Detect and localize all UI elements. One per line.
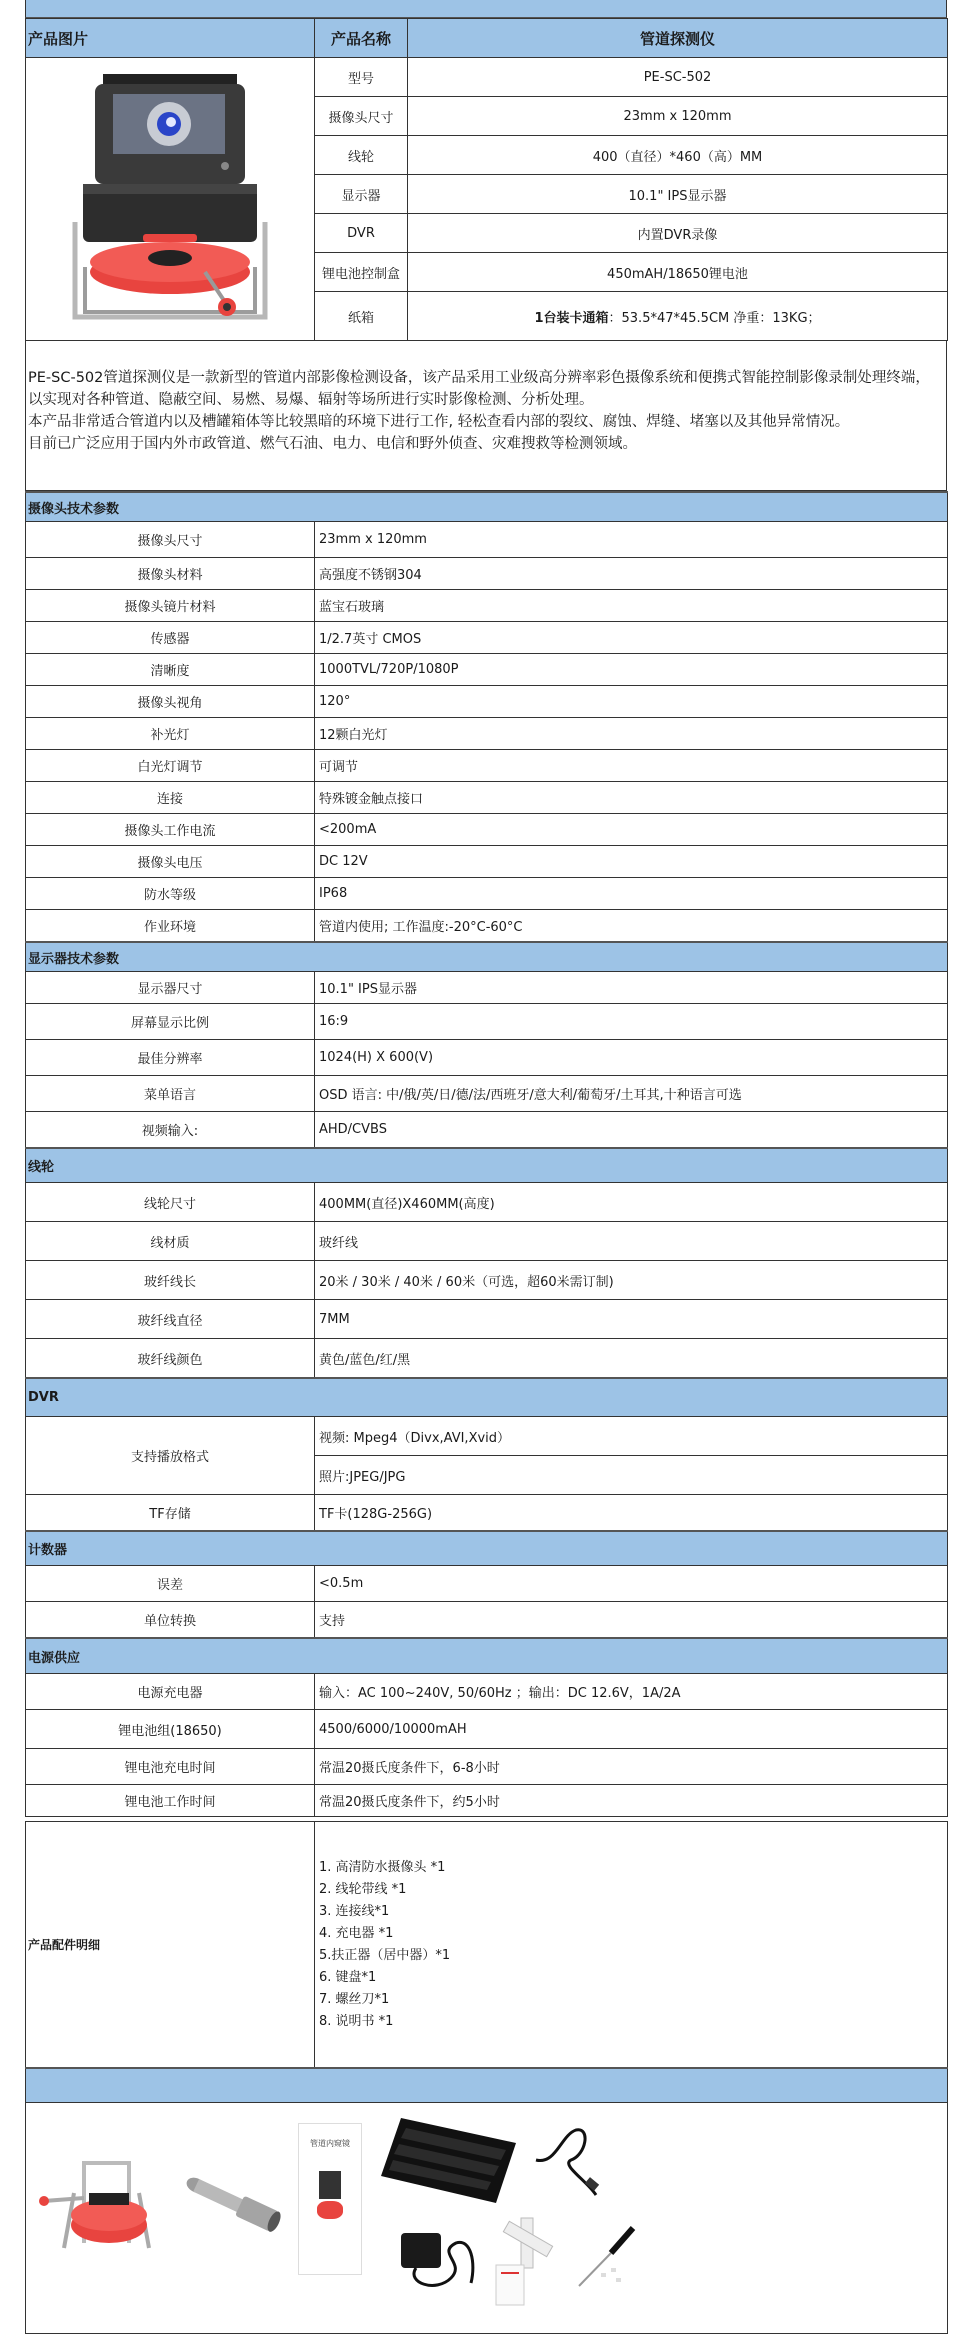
overview-value: 10.1" IPS显示器 [408, 175, 948, 214]
header-product-title: 管道探测仪 [408, 19, 948, 58]
spec-row [26, 1004, 948, 1040]
spec-key: 锂电池工作时间 [26, 1785, 315, 1817]
overview-value: 内置DVR录像 [408, 214, 948, 253]
spec-value: 12颗白光灯 [315, 718, 948, 750]
spec-row [26, 1417, 948, 1456]
spec-key: 单位转换 [26, 1602, 315, 1639]
section-title: DVR [26, 1378, 948, 1417]
overview-label: 摄像头尺寸 [315, 97, 408, 136]
spec-key: 锂电池充电时间 [26, 1749, 315, 1785]
spec-row [26, 622, 948, 654]
spec-key: 菜单语言 [26, 1076, 315, 1112]
spec-value: 高强度不锈钢304 [315, 558, 948, 590]
spec-value: 1000TVL/720P/1080P [315, 654, 948, 686]
section-header-dvr [26, 1378, 948, 1417]
screwdriver-image [571, 2218, 646, 2293]
cable-image [531, 2125, 606, 2200]
spec-key: 白光灯调节 [26, 750, 315, 782]
accessories-list [319, 1857, 943, 2033]
section-title: 摄像头技术参数 [26, 492, 948, 522]
charger-image [396, 2223, 481, 2298]
list-item: 3. 连接线*1 [319, 1903, 390, 1919]
spec-value: 常温20摄氏度条件下，6-8小时 [315, 1749, 948, 1785]
section-header-counter [26, 1531, 948, 1566]
photos-header-cell [26, 2068, 948, 2103]
accessory-photos-cell [26, 2103, 948, 2334]
spec-key: 最佳分辨率 [26, 1040, 315, 1076]
spec-key: 玻纤线颜色 [26, 1339, 315, 1379]
carton-label: 纸箱 [315, 292, 408, 341]
spec-value: 常温20摄氏度条件下，约5小时 [315, 1785, 948, 1817]
spec-key: 摄像头工作电流 [26, 814, 315, 846]
spec-row [26, 1785, 948, 1817]
spec-value: 蓝宝石玻璃 [315, 590, 948, 622]
spec-row [26, 782, 948, 814]
section-header-display [26, 942, 948, 972]
section-title: 电源供应 [26, 1638, 948, 1674]
spec-row [26, 1749, 948, 1785]
spec-key: 误差 [26, 1566, 315, 1602]
spec-row [26, 1674, 948, 1710]
spec-row [26, 654, 948, 686]
spec-key: 摄像头电压 [26, 846, 315, 878]
spec-value: 1024(H) X 600(V) [315, 1040, 948, 1076]
overview-row [26, 58, 948, 97]
spec-value: 16:9 [315, 1004, 948, 1040]
section-header-camera [26, 492, 948, 522]
photos-header-band [26, 2068, 948, 2103]
spec-value: 黄色/蓝色/红/黑 [315, 1339, 948, 1379]
section-header-power [26, 1638, 948, 1674]
spec-key: 传感器 [26, 622, 315, 654]
manual-reel-icon [317, 2201, 343, 2219]
spec-key: 摄像头材料 [26, 558, 315, 590]
spec-value: 10.1" IPS显示器 [315, 972, 948, 1004]
accessory-photos [26, 2103, 946, 2333]
overview-label: DVR [315, 214, 408, 253]
spec-sheet [25, 0, 947, 2334]
manual-image [298, 2123, 362, 2275]
top-banner [25, 0, 947, 18]
spec-value: 7MM [315, 1300, 948, 1339]
spec-row [26, 718, 948, 750]
cable-reel-image [34, 2153, 164, 2263]
overview-value: PE-SC-502 [408, 58, 948, 97]
camera-head-image [178, 2173, 288, 2243]
spec-key: 线材质 [26, 1222, 315, 1261]
spec-row [26, 1112, 948, 1149]
section-title: 显示器技术参数 [26, 942, 948, 972]
spec-value: IP68 [315, 878, 948, 910]
spec-key: 清晰度 [26, 654, 315, 686]
spec-value: 120° [315, 686, 948, 718]
overview-table [25, 18, 948, 341]
spec-key: 电源充电器 [26, 1674, 315, 1710]
list-item: 2. 线轮带线 *1 [319, 1881, 407, 1897]
description-paragraph: 目前已广泛应用于国内外市政管道、燃气石油、电力、电信和野外侦查、灾难搜救等检测领域。 [28, 436, 637, 452]
header-product-name: 产品名称 [315, 19, 408, 58]
spec-row [26, 1495, 948, 1532]
spec-row [26, 1076, 948, 1112]
spec-row [26, 1261, 948, 1300]
spec-key: 屏幕显示比例 [26, 1004, 315, 1040]
spec-row [26, 1566, 948, 1602]
spec-row [26, 878, 948, 910]
spec-key: 摄像头镜片材料 [26, 590, 315, 622]
spec-key: 防水等级 [26, 878, 315, 910]
description-paragraph: PE-SC-502管道探测仪是一款新型的管道内部影像检测设备，该产品采用工业级高分辨率彩色摄像系统和便携式智能控制影像录制处理终端，以实现对各种管道、隐蔽空间、易燃、易爆、辐射等场所进行实时影像检测、分析处理。 [28, 370, 930, 408]
spec-value: 输入：AC 100~240V, 50/60Hz ；输出：DC 12.6V，1A/2A [315, 1674, 948, 1710]
spec-row [26, 910, 948, 943]
spec-value: OSD 语言: 中/俄/英/日/德/法/西班牙/意大利/葡萄牙/土耳其,十种语言可选 [315, 1076, 948, 1112]
carton-value-bold: 1台装卡通箱 [534, 310, 609, 326]
section-header-reel [26, 1148, 948, 1183]
spec-value: 23mm x 120mm [315, 522, 948, 558]
spec-key: 锂电池组(18650) [26, 1710, 315, 1749]
list-item: 5.扶正器（居中器）*1 [319, 1947, 451, 1963]
pipe-inspection-camera-image [55, 62, 285, 332]
manual-title: 管道内窥镜 [310, 2139, 350, 2148]
spec-row [26, 846, 948, 878]
overview-value: 400（直径）*460（高）MM [408, 136, 948, 175]
spec-value: AHD/CVBS [315, 1112, 948, 1149]
spec-row [26, 1040, 948, 1076]
spec-row [26, 1602, 948, 1639]
spec-key: 作业环境 [26, 910, 315, 943]
spec-value: 特殊镀金触点接口 [315, 782, 948, 814]
spec-value: TF卡(128G-256G) [315, 1495, 948, 1532]
overview-label: 显示器 [315, 175, 408, 214]
spec-key: 摄像头视角 [26, 686, 315, 718]
spec-row [26, 1222, 948, 1261]
spec-row [26, 590, 948, 622]
header-product-image: 产品图片 [26, 19, 315, 58]
spec-value: 4500/6000/10000mAH [315, 1710, 948, 1749]
spec-key: 玻纤线长 [26, 1261, 315, 1300]
spec-value: 可调节 [315, 750, 948, 782]
overview-label: 锂电池控制盒 [315, 253, 408, 292]
spec-value: 400MM(直径)X460MM(高度) [315, 1183, 948, 1222]
spec-value: 管道内使用; 工作温度:-20°C-60°C [315, 910, 948, 943]
accessories-table [25, 1821, 948, 2334]
centralizer-image [491, 2213, 566, 2313]
accessories-label: 产品配件明细 [26, 1822, 315, 2069]
spec-value: <0.5m [315, 1566, 948, 1602]
spec-key: 摄像头尺寸 [26, 522, 315, 558]
accessories-list-cell [315, 1822, 948, 2069]
spec-value: 支持 [315, 1602, 948, 1639]
spec-row [26, 814, 948, 846]
section-title: 计数器 [26, 1531, 948, 1566]
spec-key: 显示器尺寸 [26, 972, 315, 1004]
list-item: 1. 高清防水摄像头 *1 [319, 1859, 446, 1875]
spec-table [25, 491, 948, 1817]
carton-value-rest: ：53.5*47*45.5CM 净重：13KG； [608, 310, 821, 326]
spec-value: <200mA [315, 814, 948, 846]
spec-key: 连接 [26, 782, 315, 814]
spec-row [26, 686, 948, 718]
spec-row [26, 1183, 948, 1222]
spec-value: 20米 / 30米 / 40米 / 60米（可选，超60米需订制) [315, 1261, 948, 1300]
manual-device-icon [319, 2171, 341, 2199]
spec-key: TF存储 [26, 1495, 315, 1532]
spec-key: 支持播放格式 [26, 1417, 315, 1495]
spec-value: DC 12V [315, 846, 948, 878]
spec-value: 1/2.7英寸 CMOS [315, 622, 948, 654]
accessories-row [26, 1822, 948, 2069]
overview-header-row [26, 19, 948, 58]
overview-label: 线轮 [315, 136, 408, 175]
list-item: 4. 充电器 *1 [319, 1925, 394, 1941]
overview-value: 450mAH/18650锂电池 [408, 253, 948, 292]
list-item: 8. 说明书 *1 [319, 2013, 394, 2029]
spec-key: 玻纤线直径 [26, 1300, 315, 1339]
overview-label: 型号 [315, 58, 408, 97]
spec-row [26, 1339, 948, 1379]
spec-row [26, 750, 948, 782]
spec-key: 补光灯 [26, 718, 315, 750]
keyboard-image [381, 2118, 516, 2203]
spec-value: 照片:JPEG/JPG [315, 1456, 948, 1495]
product-image-cell [26, 58, 315, 341]
spec-value: 玻纤线 [315, 1222, 948, 1261]
carton-value [408, 292, 948, 341]
list-item: 6. 键盘*1 [319, 1969, 377, 1985]
product-description [25, 341, 947, 491]
spec-row [26, 522, 948, 558]
spec-key: 线轮尺寸 [26, 1183, 315, 1222]
list-item: 7. 螺丝刀*1 [319, 1991, 390, 2007]
section-title: 线轮 [26, 1148, 948, 1183]
spec-row [26, 1300, 948, 1339]
spec-row [26, 972, 948, 1004]
description-paragraph: 本产品非常适合管道内以及槽罐箱体等比较黑暗的环境下进行工作, 轻松查看内部的裂纹、腐蚀、焊缝、堵塞以及其他异常情况。 [28, 414, 850, 430]
spec-row [26, 1710, 948, 1749]
spec-value: 视频: Mpeg4（Divx,AVI,Xvid） [315, 1417, 948, 1456]
accessory-photos-row [26, 2103, 948, 2334]
overview-value: 23mm x 120mm [408, 97, 948, 136]
spec-row [26, 558, 948, 590]
spec-key: 视频输入: [26, 1112, 315, 1149]
